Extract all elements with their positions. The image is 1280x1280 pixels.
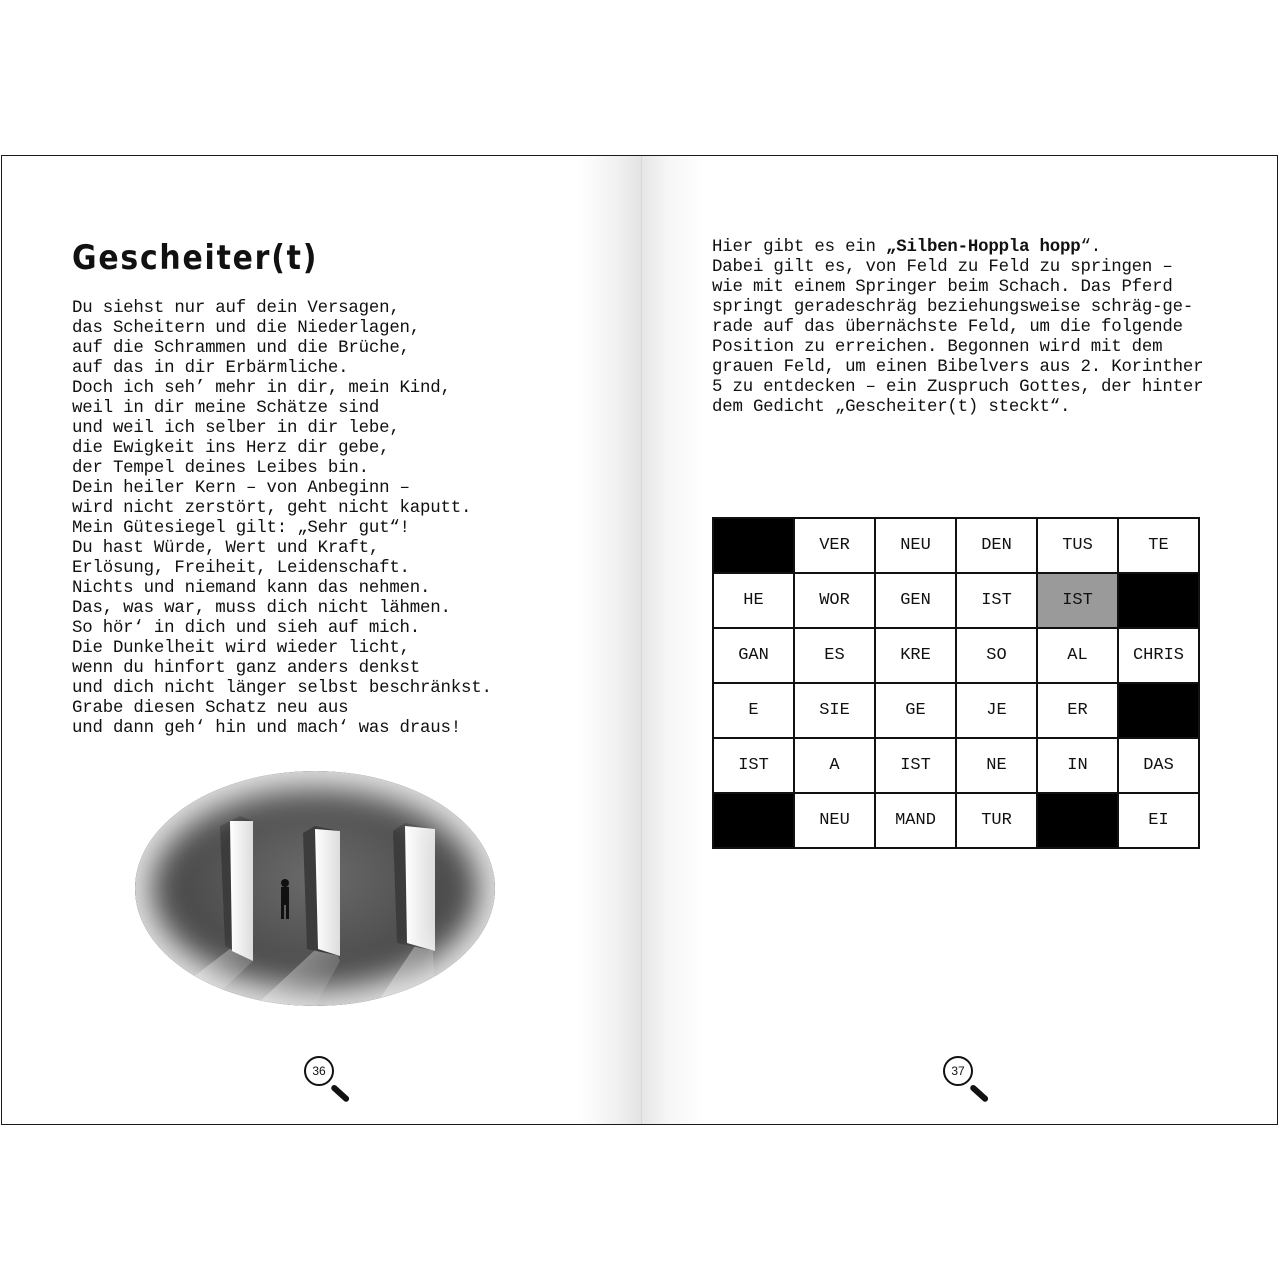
puzzle-cell: NEU xyxy=(875,518,956,573)
puzzle-cell: ER xyxy=(1037,683,1118,738)
puzzle-cell: SIE xyxy=(794,683,875,738)
book-spread xyxy=(1,155,1278,1125)
poem-line: der Tempel deines Leibes bin. xyxy=(72,459,369,478)
puzzle-cell: A xyxy=(794,738,875,793)
puzzle-cell: MAND xyxy=(875,793,956,848)
poem-line: Erlösung, Freiheit, Leidenschaft. xyxy=(72,559,410,578)
right-page xyxy=(642,156,1278,1124)
puzzle-row xyxy=(713,793,1199,848)
puzzle-cell: DAS xyxy=(1118,738,1199,793)
page-number: 37 xyxy=(951,1064,965,1078)
puzzle-cell: GAN xyxy=(713,628,794,683)
instruction-line: Position zu erreichen. Begonnen wird mit dem xyxy=(712,338,1163,357)
puzzle-instructions xyxy=(712,238,1203,418)
left-page xyxy=(2,156,642,1124)
magnifier-handle-icon xyxy=(330,1084,350,1103)
puzzle-cell: GE xyxy=(875,683,956,738)
puzzle-row xyxy=(713,628,1199,683)
puzzle-cell: SO xyxy=(956,628,1037,683)
poem-line: Grabe diesen Schatz neu aus xyxy=(72,699,349,718)
poem-line: das Scheitern und die Niederlagen, xyxy=(72,319,421,338)
puzzle-cell: ES xyxy=(794,628,875,683)
poem-line: wird nicht zerstört, geht nicht kaputt. xyxy=(72,499,472,518)
poem-line: und dich nicht länger selbst beschränkst. xyxy=(72,679,492,698)
puzzle-cell: HE xyxy=(713,573,794,628)
puzzle-cell: AL xyxy=(1037,628,1118,683)
puzzle-cell: JE xyxy=(956,683,1037,738)
instruction-line: grauen Feld, um einen Bibelvers aus 2. Korinther xyxy=(712,358,1204,377)
puzzle-row xyxy=(713,518,1199,573)
puzzle-cell: IST xyxy=(956,573,1037,628)
syllable-puzzle-grid xyxy=(712,517,1200,849)
puzzle-cell: TUS xyxy=(1037,518,1118,573)
poem-line: Die Dunkelheit wird wieder licht, xyxy=(72,639,410,658)
puzzle-row xyxy=(713,573,1199,628)
poem-text xyxy=(72,299,492,739)
doors-illustration xyxy=(135,771,495,1006)
poem-line: wenn du hinfort ganz anders denkst xyxy=(72,659,421,678)
puzzle-cell: KRE xyxy=(875,628,956,683)
instruction-line: springt geradeschräg beziehungsweise schräg-ge- xyxy=(712,298,1194,317)
puzzle-row xyxy=(713,738,1199,793)
poem-line: die Ewigkeit ins Herz dir gebe, xyxy=(72,439,390,458)
puzzle-blank-cell xyxy=(1118,573,1199,628)
poem-line: Du hast Würde, Wert und Kraft, xyxy=(72,539,380,558)
poem-line: und weil ich selber in dir lebe, xyxy=(72,419,400,438)
puzzle-blank-cell xyxy=(1037,793,1118,848)
puzzle-cell: NEU xyxy=(794,793,875,848)
puzzle-row xyxy=(713,683,1199,738)
puzzle-start-cell: IST xyxy=(1037,573,1118,628)
page-number-badge xyxy=(304,1056,334,1086)
puzzle-cell: TE xyxy=(1118,518,1199,573)
poem-line: Nichts und niemand kann das nehmen. xyxy=(72,579,431,598)
poem-line: So hör‘ in dich und sieh auf mich. xyxy=(72,619,421,638)
puzzle-blank-cell xyxy=(713,518,794,573)
puzzle-blank-cell xyxy=(713,793,794,848)
poem-line: Doch ich seh’ mehr in dir, mein Kind, xyxy=(72,379,451,398)
puzzle-blank-cell xyxy=(1118,683,1199,738)
poem-line: auf das in dir Erbärmliche. xyxy=(72,359,349,378)
puzzle-cell: GEN xyxy=(875,573,956,628)
puzzle-cell: EI xyxy=(1118,793,1199,848)
poem-line: auf die Schrammen und die Brüche, xyxy=(72,339,410,358)
instruction-line: 5 zu entdecken – ein Zuspruch Gottes, der hinter xyxy=(712,378,1204,397)
poem-title: Gescheiter(t) xyxy=(72,238,319,278)
magnifier-handle-icon xyxy=(969,1084,989,1103)
puzzle-cell: DEN xyxy=(956,518,1037,573)
poem-line: Das, was war, muss dich nicht lähmen. xyxy=(72,599,451,618)
puzzle-cell: E xyxy=(713,683,794,738)
poem-line: Mein Gütesiegel gilt: „Sehr gut“! xyxy=(72,519,410,538)
instruction-line: dem Gedicht „Gescheiter(t) steckt“. xyxy=(712,398,1071,417)
poem-line: Dein heiler Kern – von Anbeginn – xyxy=(72,479,410,498)
puzzle-cell: CHRIS xyxy=(1118,628,1199,683)
puzzle-cell: IN xyxy=(1037,738,1118,793)
instruction-line: rade auf das übernächste Feld, um die folgende xyxy=(712,318,1183,337)
puzzle-cell: WOR xyxy=(794,573,875,628)
poem-line: und dann geh‘ hin und mach‘ was draus! xyxy=(72,719,461,738)
poem-line: Du siehst nur auf dein Versagen, xyxy=(72,299,400,318)
page-number: 36 xyxy=(312,1064,326,1078)
instruction-line: wie mit einem Springer beim Schach. Das Pferd xyxy=(712,278,1173,297)
puzzle-cell: TUR xyxy=(956,793,1037,848)
puzzle-cell: IST xyxy=(875,738,956,793)
poem-line: weil in dir meine Schätze sind xyxy=(72,399,380,418)
instruction-line: Hier gibt es ein „Silben-Hoppla hopp“. xyxy=(712,238,1101,257)
instruction-line: Dabei gilt es, von Feld zu Feld zu springen – xyxy=(712,258,1173,277)
page-number-badge xyxy=(943,1056,973,1086)
puzzle-cell: NE xyxy=(956,738,1037,793)
puzzle-cell: VER xyxy=(794,518,875,573)
puzzle-cell: IST xyxy=(713,738,794,793)
